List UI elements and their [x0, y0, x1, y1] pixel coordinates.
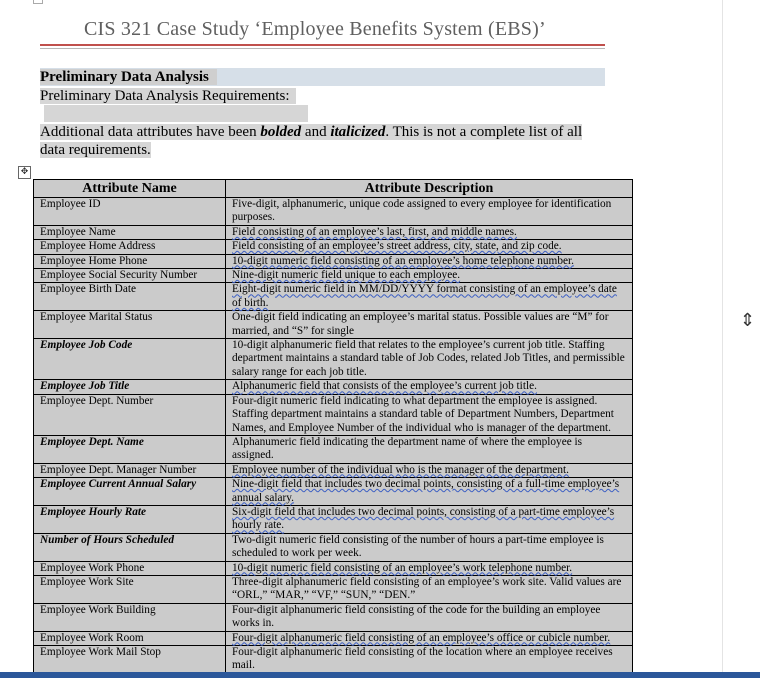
attribute-name: Employee Work Room [34, 631, 226, 645]
attribute-description: Alphanumeric field that consists of the employee’s current job title. [226, 380, 633, 394]
attribute-description: Alphanumeric field indicating the department name of where the employee is assigned. [226, 435, 633, 463]
attribute-description: Field consisting of an employee’s last, first, and middle names. [226, 225, 633, 239]
attributes-table [33, 179, 633, 672]
page-corner-mark [33, 0, 43, 4]
attribute-description: Three-digit alphanumeric field consisting of an employee’s work site. Valid values are “ORL,” “MAR,” “VF,” “SUN,” “DEN.” [226, 575, 633, 603]
header-attribute-name: Attribute Name [34, 180, 226, 198]
attribute-description: Employee number of the individual who is the manager of the department. [226, 463, 633, 477]
attribute-description: Four-digit numeric field indicating to what department the employee is assigned. Staffing department maintains a standard table of Department Numbers, Department Names, and Employee Number of the individual who is manager of the department. [226, 394, 633, 435]
attribute-description: Four-digit alphanumeric field consisting of the location where an employee receives mail. [226, 646, 633, 673]
table-row [34, 575, 633, 603]
title-rule-secondary [40, 48, 605, 49]
attribute-name: Employee Social Security Number [34, 269, 226, 283]
table-row [34, 505, 633, 533]
header-attribute-description: Attribute Description [226, 180, 633, 198]
attribute-name: Employee Dept. Number [34, 394, 226, 435]
attribute-description: 10-digit numeric field consisting of an employee’s home telephone number. [226, 254, 633, 268]
attribute-name: Employee Birth Date [34, 283, 226, 311]
table-row [34, 380, 633, 394]
attribute-description: Field consisting of an employee’s street address, city, state, and zip code. [226, 240, 633, 254]
table-row [34, 435, 633, 463]
attribute-name: Employee Dept. Name [34, 435, 226, 463]
table-row [34, 561, 633, 575]
table-row [34, 478, 633, 506]
attribute-description: 10-digit alphanumeric field that relates to the employee’s current job title. Staffing department maintains a standard table of Job Codes, related Job Titles, and permissible salary range for each job title. [226, 339, 633, 380]
section-heading: Preliminary Data Analysis [40, 68, 605, 86]
table-row [34, 225, 633, 239]
requirements-line: Preliminary Data Analysis Requirements: [40, 87, 296, 105]
attribute-name: Employee Name [34, 225, 226, 239]
table-move-handle-icon[interactable]: ✥ [18, 166, 31, 179]
attribute-name: Employee Dept. Manager Number [34, 463, 226, 477]
blank-paragraph [44, 105, 308, 122]
document-title: CIS 321 Case Study ‘Employee Benefits System (EBS)’ [84, 18, 546, 40]
table-header-row [34, 180, 633, 198]
attribute-name: Employee Current Annual Salary [34, 478, 226, 506]
attribute-description: Nine-digit numeric field unique to each employee. [226, 269, 633, 283]
table-row [34, 339, 633, 380]
intro-paragraph: Additional data attributes have been bolded and italicized. This is not a complete list of all data requirements. [40, 124, 583, 158]
attribute-name: Employee Work Mail Stop [34, 646, 226, 673]
attribute-name: Employee Work Building [34, 603, 226, 631]
attribute-description: Four-digit alphanumeric field consisting of the code for the building an employee works in. [226, 603, 633, 631]
table-row [34, 198, 633, 226]
table-row [34, 394, 633, 435]
resize-cursor-icon: ⇕ [740, 310, 756, 331]
attribute-name: Employee ID [34, 198, 226, 226]
table-row [34, 646, 633, 673]
attribute-name: Employee Job Code [34, 339, 226, 380]
table-row [34, 631, 633, 645]
attribute-name: Employee Work Site [34, 575, 226, 603]
attribute-name: Employee Marital Status [34, 311, 226, 339]
table-row [34, 311, 633, 339]
attribute-description: Nine-digit field that includes two decimal points, consisting of a full-time employee’s annual salary. [226, 478, 633, 506]
attribute-description: Four-digit alphanumeric field consisting of an employee’s office or cubicle number. [226, 631, 633, 645]
table-row [34, 240, 633, 254]
vertical-scrollbar[interactable] [722, 0, 760, 672]
attribute-description: One-digit field indicating an employee’s marital status. Possible values are “M” for married, and “S” for single [226, 311, 633, 339]
table-row [34, 463, 633, 477]
attribute-description: Six-digit field that includes two decimal points, consisting of a part-time employee’s hourly rate. [226, 505, 633, 533]
attribute-description: Five-digit, alphanumeric, unique code assigned to every employee for identification purposes. [226, 198, 633, 226]
title-rule [40, 44, 605, 46]
attribute-name: Employee Job Title [34, 380, 226, 394]
table-row [34, 533, 633, 561]
table-row [34, 283, 633, 311]
attribute-name: Number of Hours Scheduled [34, 533, 226, 561]
table-row [34, 603, 633, 631]
attribute-description: Two-digit numeric field consisting of the number of hours a part-time employee is scheduled to work per week. [226, 533, 633, 561]
attribute-name: Employee Hourly Rate [34, 505, 226, 533]
attribute-description: Eight-digit numeric field in MM/DD/YYYY format consisting of an employee’s date of birth. [226, 283, 633, 311]
table-row [34, 269, 633, 283]
status-bar [0, 672, 760, 678]
attribute-name: Employee Home Address [34, 240, 226, 254]
attribute-name: Employee Home Phone [34, 254, 226, 268]
attribute-name: Employee Work Phone [34, 561, 226, 575]
attribute-description: 10-digit numeric field consisting of an employee’s work telephone number. [226, 561, 633, 575]
table-row [34, 254, 633, 268]
